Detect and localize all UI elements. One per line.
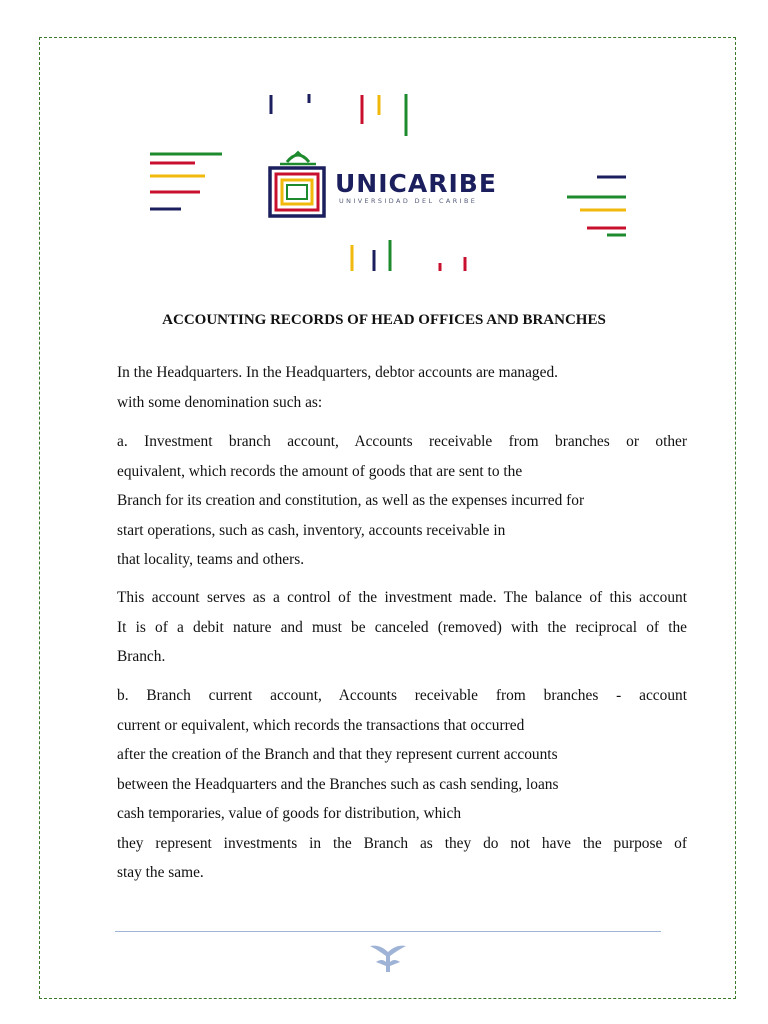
- text-line: a. Investment branch account, Accounts receivable from branches or other: [117, 433, 687, 450]
- text-line: current or equivalent, which records the transactions that occurred: [117, 716, 525, 734]
- text-line: stay the same.: [117, 864, 204, 881]
- text-line: This account serves as a control of the investment made. The balance of this account: [117, 589, 687, 606]
- text-line: with some denomination such as:: [117, 393, 323, 411]
- text-line: equivalent, which records the amount of goods that are sent to the: [117, 462, 523, 480]
- text-line: they represent investments in the Branch as they do not have the purpose of: [117, 834, 687, 852]
- paragraph-investment-account: [117, 427, 687, 575]
- paragraph-control: [117, 583, 687, 672]
- document-title: ACCOUNTING RECORDS OF HEAD OFFICES AND BRANCHES: [162, 312, 606, 328]
- text-line: after the creation of the Branch and that they represent current accounts: [117, 746, 558, 763]
- logo-emblem-icon: [268, 150, 328, 220]
- footer-ornament-icon: [366, 940, 410, 974]
- text-line: Branch for its creation and constitution, as well as the expenses incurred for: [117, 492, 585, 509]
- text-line: b. Branch current account, Accounts receivable from branches - account: [117, 687, 687, 704]
- logo-wordmark: UNICARIBE: [335, 169, 497, 198]
- logo-subtitle: UNIVERSIDAD DEL CARIBE: [339, 197, 478, 205]
- text-line: cash temporaries, value of goods for distribution, which: [117, 805, 462, 822]
- text-line: Branch.: [117, 648, 166, 665]
- unicaribe-logo: [268, 150, 518, 220]
- paragraph-current-account: [117, 681, 687, 888]
- paragraph-intro: [117, 358, 687, 417]
- text-line: that locality, teams and others.: [117, 551, 305, 568]
- text-line: start operations, such as cash, inventory, accounts receivable in: [117, 521, 506, 539]
- text-line: It is of a debit nature and must be canceled (removed) with the reciprocal of the: [117, 618, 687, 636]
- text-line: In the Headquarters. In the Headquarters, debtor accounts are managed.: [117, 364, 559, 381]
- text-line: between the Headquarters and the Branches such as cash sending, loans: [117, 775, 559, 793]
- footer-divider: [115, 931, 661, 932]
